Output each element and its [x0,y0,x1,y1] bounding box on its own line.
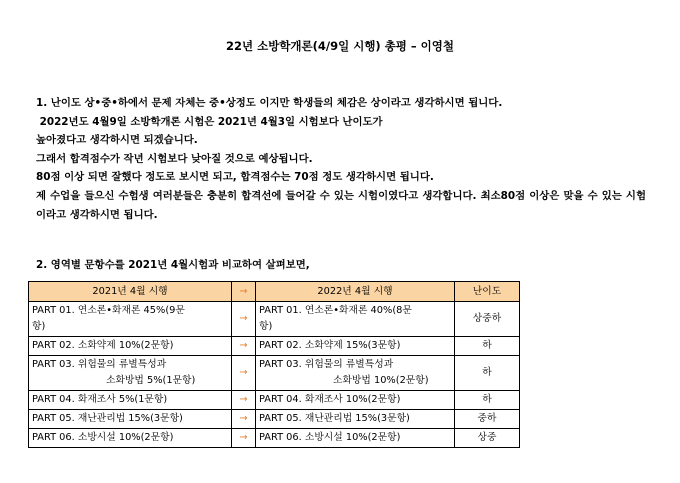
cell-text: 항) [32,321,46,332]
table-row [29,302,520,337]
section1-line: 제 수업을 들으신 수험생 여러분들은 충분히 합격선에 들어갈 수 있는 시험이였다고 생각합니다. 최소80점 이상은 맞을 수 있는 시험이라고 생각하시면 됩니다. [36,189,646,221]
cell-2021 [29,356,232,391]
section1-paragraph [36,94,646,224]
cell-2021: PART 05. 재난관리법 15%(3문항) [29,410,232,429]
cell-text: 소화방법 5%(1문항) [106,375,196,386]
cell-level: 상중하 [455,302,520,337]
cell-level: 하 [455,391,520,410]
cell-2021: PART 04. 화재조사 5%(1문항) [29,391,232,410]
cell-2021 [29,302,232,337]
section2-heading: 2. 영역별 문항수를 2021년 4월시험과 비교하여 살펴보면, [36,259,310,271]
cell-2022: PART 02. 소화약제 15%(3문항) [256,337,455,356]
arrow-icon: → [232,282,256,302]
cell-text: 소화방법 10%(2문항) [333,375,429,386]
section1-line: 2022년도 4월9일 소방학개론 시험은 2021년 4월3일 시험보다 난이도가 [36,115,383,128]
cell-level: 하 [455,356,520,391]
section1-line: 80점 이상 되면 잘했다 정도로 보시면 되고, 합격점수는 70점 정도 생각하시면 됩니다. [36,171,434,184]
cell-level: 하 [455,337,520,356]
cell-text: 항) [259,321,273,332]
header-2022: 2022년 4월 시행 [256,282,455,302]
section1-line: 그래서 합격점수가 작년 시험보다 낮아질 것으로 예상됩니다. [36,152,313,165]
header-level: 난이도 [455,282,520,302]
arrow-icon: → [232,410,256,429]
arrow-icon: → [232,302,256,337]
cell-level: 상중 [455,429,520,448]
section1-line: 1. 난이도 상•중•하에서 문제 자체는 중•상정도 이지만 학생들의 체감은 상이라고 생각하시면 됩니다. [36,97,503,109]
arrow-icon: → [232,356,256,391]
table-row [29,356,520,391]
arrow-icon: → [232,391,256,410]
table-header-row [29,282,520,302]
cell-text: PART 03. 위험물의 류별특성과 [32,359,167,370]
section1-line: 높아졌다고 생각하시면 되겠습니다. [36,134,198,147]
table-row [29,429,520,448]
cell-2022: PART 05. 재난관리법 15%(3문항) [256,410,455,429]
document-title: 22년 소방학개론(4/9일 시행) 총평 – 이영철 [225,39,454,53]
arrow-icon: → [232,337,256,356]
arrow-icon: → [232,429,256,448]
cell-2022: PART 04. 화재조사 10%(2문항) [256,391,455,410]
cell-2022: PART 06. 소방시설 10%(2문항) [256,429,455,448]
header-2021: 2021년 4월 시행 [29,282,232,302]
cell-2022 [256,356,455,391]
cell-2022 [256,302,455,337]
table-row [29,337,520,356]
cell-text: PART 03. 위험물의 류별특성과 [259,359,394,370]
cell-level: 중하 [455,410,520,429]
cell-2021: PART 02. 소화약제 10%(2문항) [29,337,232,356]
table-row [29,391,520,410]
table-row [29,410,520,429]
comparison-table [28,281,520,448]
cell-text: PART 01. 연소론•화재론 40%(8문 [259,305,412,316]
cell-text: PART 01. 연소론•화재론 45%(9문 [32,305,185,316]
cell-2021: PART 06. 소방시설 10%(2문항) [29,429,232,448]
